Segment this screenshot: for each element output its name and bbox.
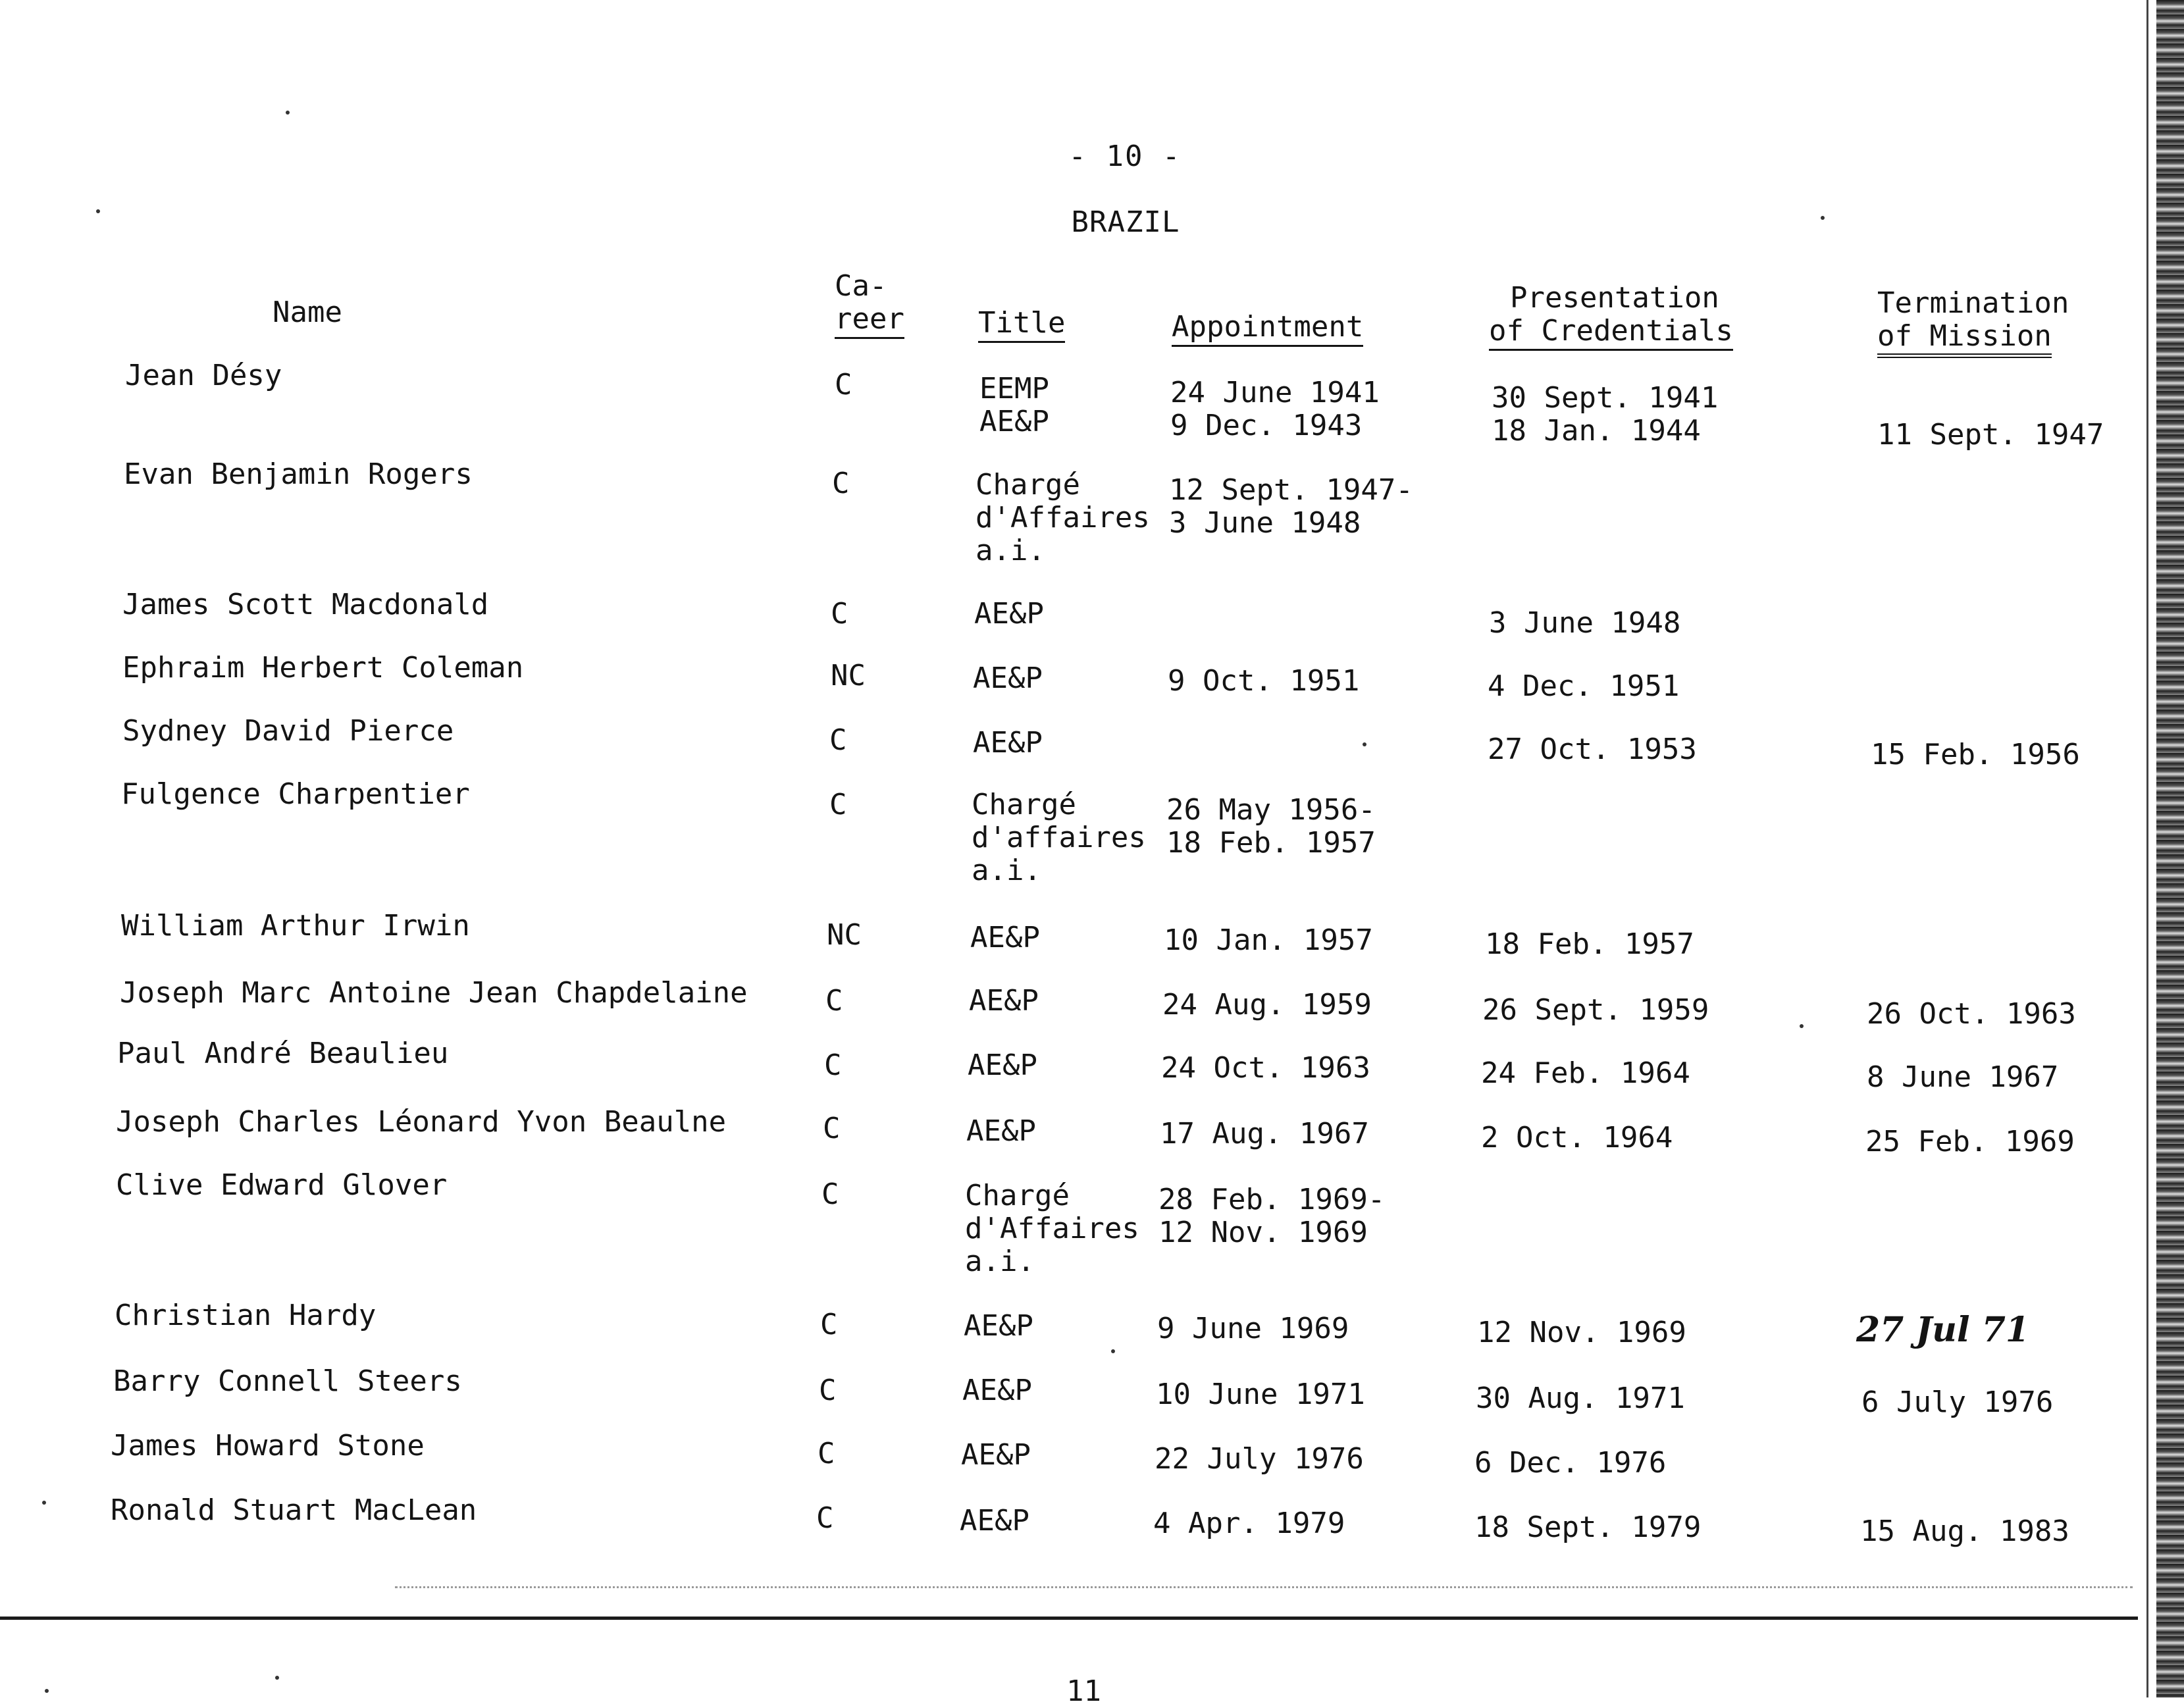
header-career xyxy=(835,270,904,339)
scan-speck xyxy=(1800,1024,1804,1028)
header-termination xyxy=(1877,287,2069,358)
table-row-appointment: 4 Apr. 1979 xyxy=(1153,1507,1345,1540)
scan-speck xyxy=(275,1676,279,1680)
table-row-appointment: 26 May 1956- 18 Feb. 1957 xyxy=(1166,793,1376,860)
header-presentation-line2: of Credentials xyxy=(1489,315,1733,351)
scan-speck xyxy=(42,1501,46,1505)
table-row-termination: 26 Oct. 1963 xyxy=(1867,997,2076,1031)
table-row-title: AE&P xyxy=(968,1048,1037,1082)
table-row-appointment: 24 Oct. 1963 xyxy=(1161,1051,1370,1085)
table-row-presentation: 26 Sept. 1959 xyxy=(1482,993,1709,1027)
table-row-career: C xyxy=(821,1177,839,1211)
table-row-career: C xyxy=(829,788,847,821)
table-row-name: James Scott Macdonald xyxy=(122,588,489,621)
header-presentation-line1: Presentation xyxy=(1510,281,1719,315)
table-row-termination-handwritten: 27 Jul 71 xyxy=(1856,1310,2030,1350)
table-row-appointment: 22 July 1976 xyxy=(1155,1442,1364,1476)
table-row-presentation: 24 Feb. 1964 xyxy=(1481,1056,1690,1090)
table-row-appointment: 28 Feb. 1969- 12 Nov. 1969 xyxy=(1158,1183,1386,1249)
table-row-title: AE&P xyxy=(970,921,1040,954)
scanned-page-edge xyxy=(2156,0,2184,1697)
page-bottom-rule xyxy=(0,1617,2138,1620)
table-row-career: C xyxy=(816,1501,834,1535)
table-row-title: AE&P xyxy=(964,1309,1033,1343)
table-row-title: AE&P xyxy=(973,661,1043,695)
table-row-presentation: 3 June 1948 xyxy=(1489,606,1681,640)
table-row-name: Sydney David Pierce xyxy=(122,714,454,748)
table-row-presentation: 4 Dec. 1951 xyxy=(1488,669,1680,703)
table-row-title: Chargé d'Affaires a.i. xyxy=(975,468,1150,567)
table-row-termination: 15 Feb. 1956 xyxy=(1871,738,2080,771)
table-row-career: C xyxy=(825,984,843,1018)
table-row-presentation: 2 Oct. 1964 xyxy=(1481,1121,1673,1154)
table-row-title: AE&P xyxy=(973,726,1043,760)
next-page-number: 11 xyxy=(1066,1674,1101,1708)
table-row-name: Clive Edward Glover xyxy=(116,1168,448,1202)
table-row-termination: 8 June 1967 xyxy=(1867,1060,2059,1094)
table-row-termination: 15 Aug. 1983 xyxy=(1860,1514,2069,1548)
header-title xyxy=(978,307,1065,343)
table-row-career: C xyxy=(835,368,852,401)
table-row-appointment: 24 Aug. 1959 xyxy=(1162,988,1372,1022)
table-row-name: Ronald Stuart MacLean xyxy=(111,1493,477,1527)
table-row-appointment: 10 Jan. 1957 xyxy=(1164,923,1373,957)
table-row-termination: 6 July 1976 xyxy=(1861,1385,2054,1419)
header-name-text: Name xyxy=(273,296,342,329)
table-row-career: C xyxy=(832,467,850,500)
table-row-name: Barry Connell Steers xyxy=(113,1364,462,1398)
scan-speck xyxy=(1821,216,1825,220)
header-career-line1: Ca- xyxy=(835,269,887,303)
table-row-career: C xyxy=(818,1437,835,1470)
table-row-name: Paul André Beaulieu xyxy=(117,1037,449,1070)
header-appointment-text: Appointment xyxy=(1172,311,1363,347)
table-row-career: C xyxy=(829,723,847,757)
country-heading: BRAZIL xyxy=(1071,205,1180,239)
table-row-name: James Howard Stone xyxy=(111,1429,425,1462)
table-row-appointment: 10 June 1971 xyxy=(1156,1378,1365,1411)
table-row-title: EEMP AE&P xyxy=(979,372,1049,438)
table-row-appointment: 17 Aug. 1967 xyxy=(1160,1117,1369,1151)
table-row-appointment: 24 June 1941 9 Dec. 1943 xyxy=(1170,376,1380,442)
table-row-name: Evan Benjamin Rogers xyxy=(124,457,473,491)
scan-speck xyxy=(96,209,100,213)
table-row-presentation: 12 Nov. 1969 xyxy=(1477,1316,1686,1349)
table-row-appointment: 12 Sept. 1947- 3 June 1948 xyxy=(1169,473,1413,540)
table-row-termination: 25 Feb. 1969 xyxy=(1865,1125,2075,1158)
header-presentation xyxy=(1489,282,1733,351)
table-row-career: NC xyxy=(827,918,862,952)
faint-divider xyxy=(395,1586,2133,1588)
table-row-title: AE&P xyxy=(961,1438,1031,1472)
table-row-appointment: 9 Oct. 1951 xyxy=(1168,664,1360,698)
table-row-name: Jean Désy xyxy=(125,359,282,392)
table-row-title: AE&P xyxy=(962,1374,1032,1407)
table-row-name: William Arthur Irwin xyxy=(121,909,470,943)
header-title-text: Title xyxy=(978,307,1065,343)
table-row-career: NC xyxy=(831,659,866,692)
table-row-title: AE&P xyxy=(974,597,1044,631)
table-row-presentation: 18 Feb. 1957 xyxy=(1485,927,1694,961)
table-row-presentation: 30 Aug. 1971 xyxy=(1476,1382,1685,1415)
table-row-name: Ephraim Herbert Coleman xyxy=(122,651,524,685)
table-row-presentation: 6 Dec. 1976 xyxy=(1474,1446,1667,1480)
table-row-title: AE&P xyxy=(969,984,1039,1018)
table-row-career: C xyxy=(823,1112,841,1145)
table-row-appointment: 9 June 1969 xyxy=(1157,1312,1349,1345)
page-number: - 10 - xyxy=(1068,140,1182,173)
table-row-title: AE&P xyxy=(960,1504,1029,1538)
table-row-title: AE&P xyxy=(966,1114,1036,1148)
table-row-career: C xyxy=(820,1308,838,1341)
header-name xyxy=(273,296,342,329)
table-row-career: C xyxy=(831,597,848,631)
header-career-line2: reer xyxy=(835,303,904,339)
header-appointment xyxy=(1172,311,1363,347)
scan-speck xyxy=(45,1689,49,1693)
header-termination-line2: of Mission xyxy=(1877,320,2052,358)
scan-speck xyxy=(1363,742,1366,746)
table-row-termination: 11 Sept. 1947 xyxy=(1877,418,2104,452)
table-row-career: C xyxy=(824,1048,842,1082)
table-row-name: Joseph Marc Antoine Jean Chapdelaine xyxy=(120,976,748,1010)
table-row-presentation: 30 Sept. 1941 18 Jan. 1944 xyxy=(1492,381,1719,448)
scan-speck xyxy=(286,111,290,115)
scan-speck xyxy=(1111,1349,1115,1353)
scanned-edge-line xyxy=(2146,0,2148,1697)
table-row-presentation: 18 Sept. 1979 xyxy=(1474,1511,1702,1544)
table-row-presentation: 27 Oct. 1953 xyxy=(1488,733,1697,766)
table-row-name: Joseph Charles Léonard Yvon Beaulne xyxy=(116,1105,727,1139)
table-row-title: Chargé d'affaires a.i. xyxy=(972,788,1146,887)
table-row-title: Chargé d'Affaires a.i. xyxy=(965,1179,1139,1278)
table-row-name: Christian Hardy xyxy=(115,1299,377,1332)
table-row-career: C xyxy=(819,1374,837,1407)
table-row-name: Fulgence Charpentier xyxy=(121,777,470,811)
header-termination-line1: Termination xyxy=(1877,286,2069,320)
